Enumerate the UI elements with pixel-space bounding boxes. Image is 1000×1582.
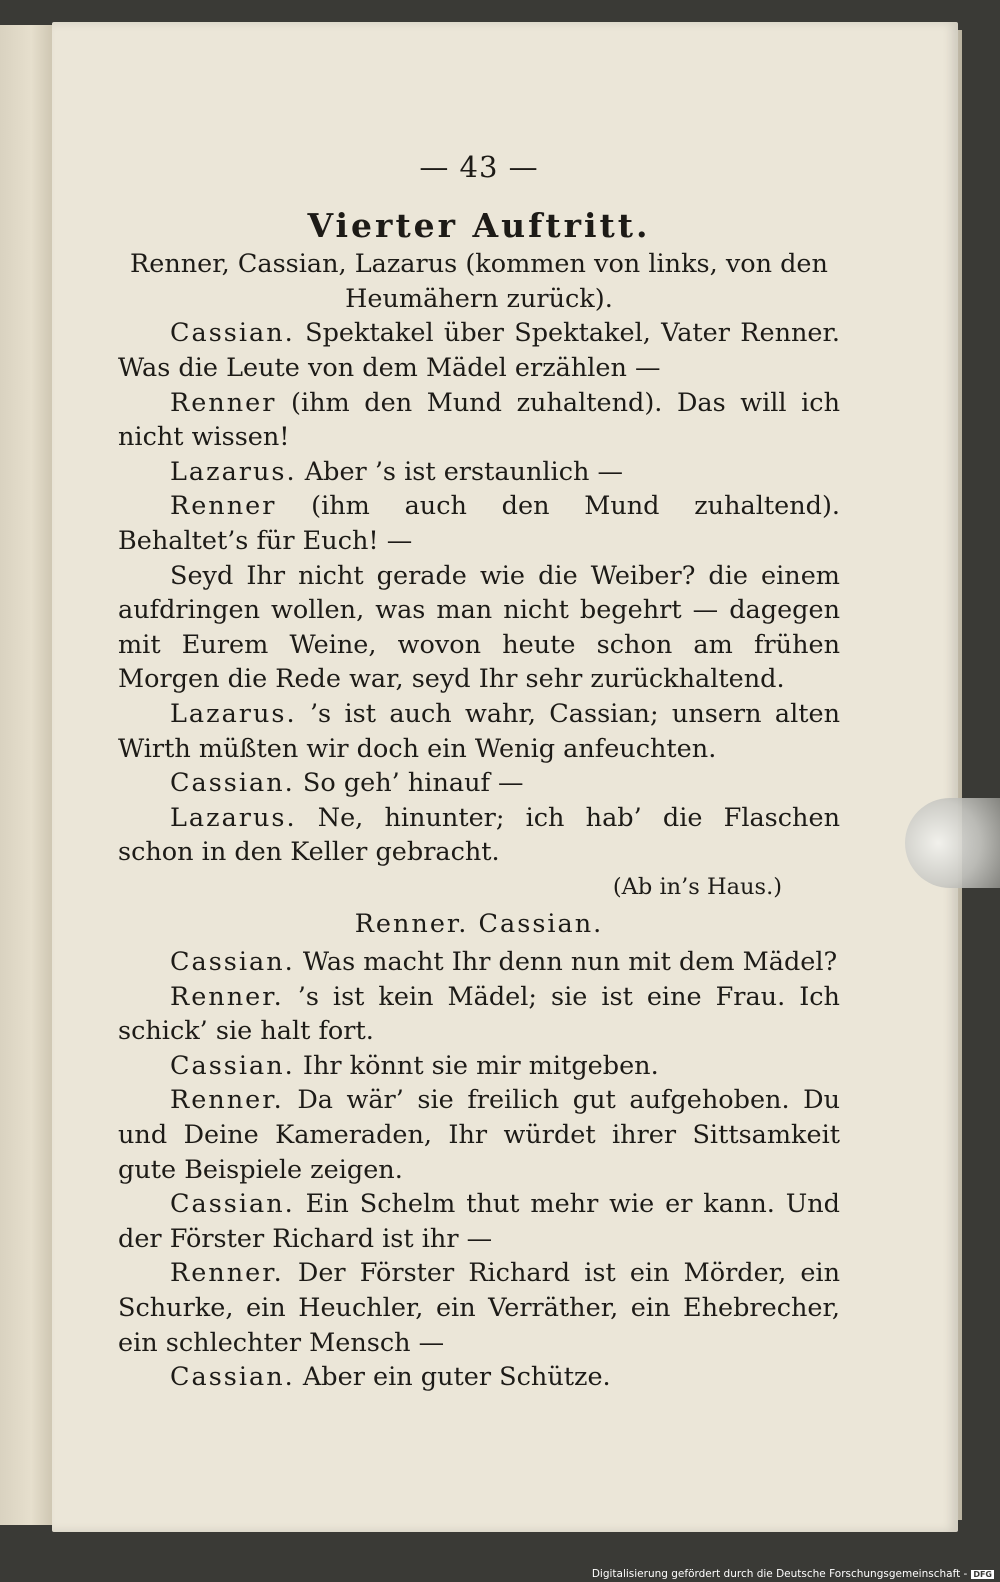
speaker-name: Cassian. (170, 947, 295, 978)
scene-heading: Vierter Auftritt. (307, 205, 651, 245)
speaker-name: Lazarus. (170, 456, 297, 487)
dialogue-text: ’s ist auch wahr, Cassian; unsern alten Wirth müßten wir doch ein Wenig anfeuchten. (118, 698, 841, 764)
dialogue-paragraph (118, 980, 840, 1049)
digitization-footer (592, 1568, 994, 1580)
dialogue-text: Aber ein guter Schütze. (302, 1362, 611, 1393)
dialogue-text: Was macht Ihr denn nun mit dem Mädel? (302, 947, 838, 978)
dialogue-paragraph (118, 801, 840, 870)
page-number: — 43 — (419, 150, 539, 184)
dialogue-text: Ein Schelm thut mehr wie er kann. Und der Förster Richard ist ihr — (118, 1189, 840, 1254)
speaker-name: Renner. (170, 981, 284, 1012)
speaker-name: Cassian. (170, 318, 295, 349)
dialogue-paragraph (118, 386, 840, 455)
dialogue-paragraph (118, 316, 840, 385)
speaker-name: Renner. (170, 1085, 284, 1116)
dialogue-text: Ihr könnt sie mir mitgeben. (302, 1050, 659, 1081)
dialogue-text: Da wär’ sie freilich gut aufgehoben. Du und Deine Kameraden, Ihr würdet ihrer Sittsamkeit gute Beispiele zeigen. (118, 1085, 840, 1185)
cast-line-2: Renner. Cassian. (354, 909, 604, 940)
page-content (118, 150, 840, 1395)
dialogue-paragraph (118, 697, 840, 766)
speaker-name: Renner (170, 491, 277, 522)
dialogue-paragraph (118, 489, 840, 558)
dialogue-text: Aber ’s ist erstaunlich — (304, 456, 624, 487)
dialogue-paragraph (118, 1187, 840, 1256)
speaker-name: Cassian. (170, 768, 295, 799)
dialogue-paragraph (118, 1083, 840, 1187)
dialogue-text: Ne, hinunter; ich hab’ die Flaschen schon in den Keller gebracht. (118, 802, 840, 868)
dialogue-text: Der Förster Richard ist ein Mörder, ein Schurke, ein Heuchler, ein Verräther, ein Ehebrecher, ein schlechter Mensch — (118, 1258, 841, 1358)
dialogue-block-1 (118, 316, 840, 870)
speaker-name: Cassian. (170, 1050, 295, 1081)
speaker-name: Renner (170, 387, 277, 418)
dialogue-paragraph (118, 1256, 840, 1360)
dialogue-paragraph (118, 455, 840, 490)
speaker-name: Cassian. (170, 1189, 295, 1220)
cast-line: Renner, Cassian, Lazarus (kommen von links, von den Heumähern zurück). (130, 249, 828, 314)
speaker-name: Lazarus. (170, 698, 297, 729)
dialogue-paragraph (118, 1360, 840, 1395)
speaker-name: Lazarus. (170, 802, 297, 833)
dialogue-text: ’s ist kein Mädel; sie ist eine Frau. Ich schick’ sie halt fort. (118, 981, 840, 1047)
dialogue-block-2 (118, 945, 840, 1395)
page-marker-tab (905, 798, 1000, 888)
dialogue-text: (ihm auch den Mund zuhaltend). Behaltet’s für Euch! — (118, 491, 840, 556)
dialogue-paragraph (118, 945, 840, 980)
dialogue-paragraph (118, 766, 840, 801)
dialogue-text: Seyd Ihr nicht gerade wie die Weiber? die einem aufdringen wollen, was man nicht begehrt — dagegen mit Eurem Weine, wovon heute schon am frühen Morgen die Rede war, seyd Ihr sehr zurückhaltend. (118, 560, 840, 695)
footer-text: Digitalisierung gefördert durch die Deutsche Forschungsgemeinschaft - (591, 1568, 968, 1580)
stage-direction: (Ab in’s Haus.) (612, 873, 782, 900)
dialogue-text: Spektakel über Spektakel, Vater Renner. Was die Leute von dem Mädel erzählen — (118, 318, 840, 383)
dfg-logo: DFG (973, 1569, 992, 1579)
left-page-edge (0, 25, 54, 1525)
speaker-name: Cassian. (170, 1362, 295, 1393)
dialogue-text: (ihm den Mund zuhaltend). Das will ich nicht wissen! (118, 387, 841, 453)
dialogue-text: So geh’ hinauf — (302, 768, 524, 799)
dialogue-paragraph (118, 559, 840, 697)
dialogue-paragraph (118, 1049, 840, 1084)
speaker-name: Renner. (170, 1258, 284, 1289)
